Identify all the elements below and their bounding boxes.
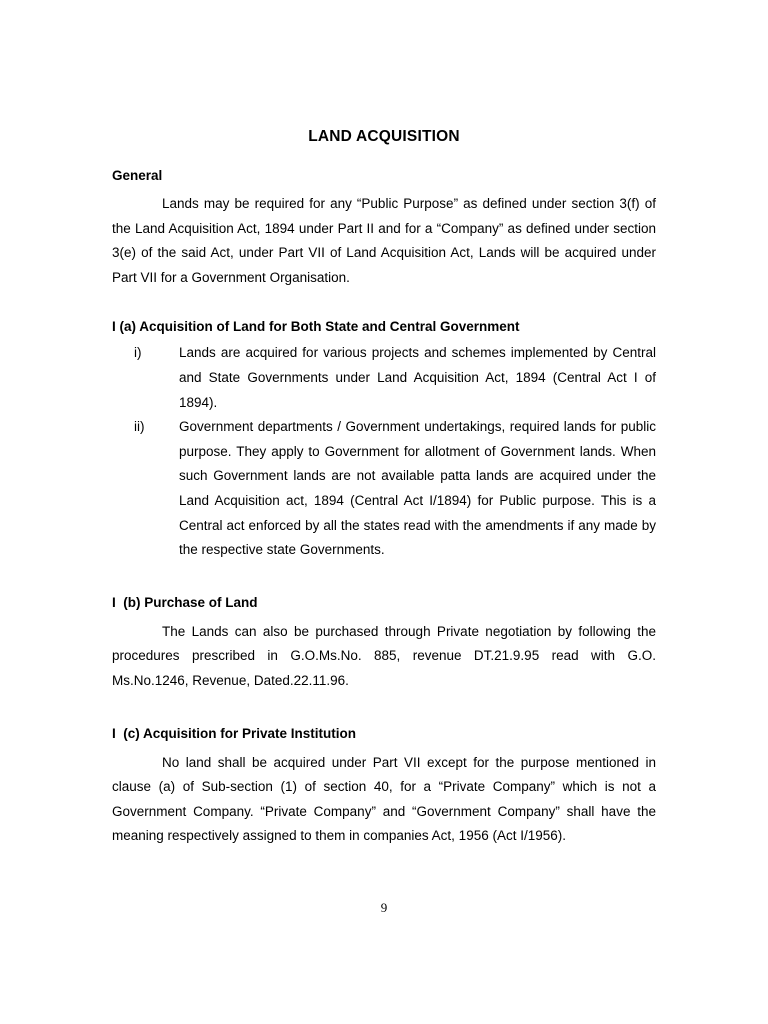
list-item-marker: ii) (134, 419, 145, 435)
paragraph-general: Lands may be required for any “Public Purpose” as defined under section 3(f) of the Land Acquisition Act, 1894 under Part II and for a “Company” as defined under section 3(e) of the said Act, under Part VII of Land Acquisition Act, Lands will be acquired under Part VII for a Government Organisation. (112, 196, 656, 285)
paragraph-i-c: No land shall be acquired under Part VII except for the purpose mentioned in clause (a) of Sub-section (1) of section 40, for a “Private Company” which is not a Government Company. “Private Company” and “Government Company” shall have the meaning respectively assigned to them in companies Act, 1956 (Act I/1956). (112, 754, 656, 844)
list-item-text: Lands are acquired for various projects and schemes implemented by Central and State Governments under Land Acquisition Act, 1894 (Central Act I of 1894). (179, 345, 656, 410)
page-number: 9 (380, 900, 388, 915)
section-heading-i-c: I (c) Acquisition for Private Institution (112, 725, 357, 741)
list-item (112, 341, 656, 415)
list-item-text: Government departments / Government undertakings, required lands for public purpose. They apply to Government for allotment of Government lands. When such Government lands are not available patta lands are acquired under the Land Acquisition act, 1894 (Central Act I/1894) for Public purpose. This is a Central act enforced by all the states read with the amendments if any made by the respective state Governments. (179, 419, 656, 558)
page-title: LAND ACQUISITION (308, 128, 460, 145)
numbered-list-i-a (112, 334, 656, 562)
section-heading-general: General (112, 168, 163, 183)
section-heading-i-a: I (a) Acquisition of Land for Both State and Central Government (112, 319, 520, 335)
list-item (112, 415, 656, 563)
paragraph-i-b: The Lands can also be purchased through Private negotiation by following the procedures prescribed in G.O.Ms.No. 885, revenue DT.21.9.95 read with G.O. Ms.No.1246, Revenue, Dated.22.11.96. (112, 623, 656, 688)
section-heading-i-b: I (b) Purchase of Land (112, 594, 258, 610)
page-content (112, 0, 656, 849)
list-item-marker: i) (134, 345, 142, 361)
